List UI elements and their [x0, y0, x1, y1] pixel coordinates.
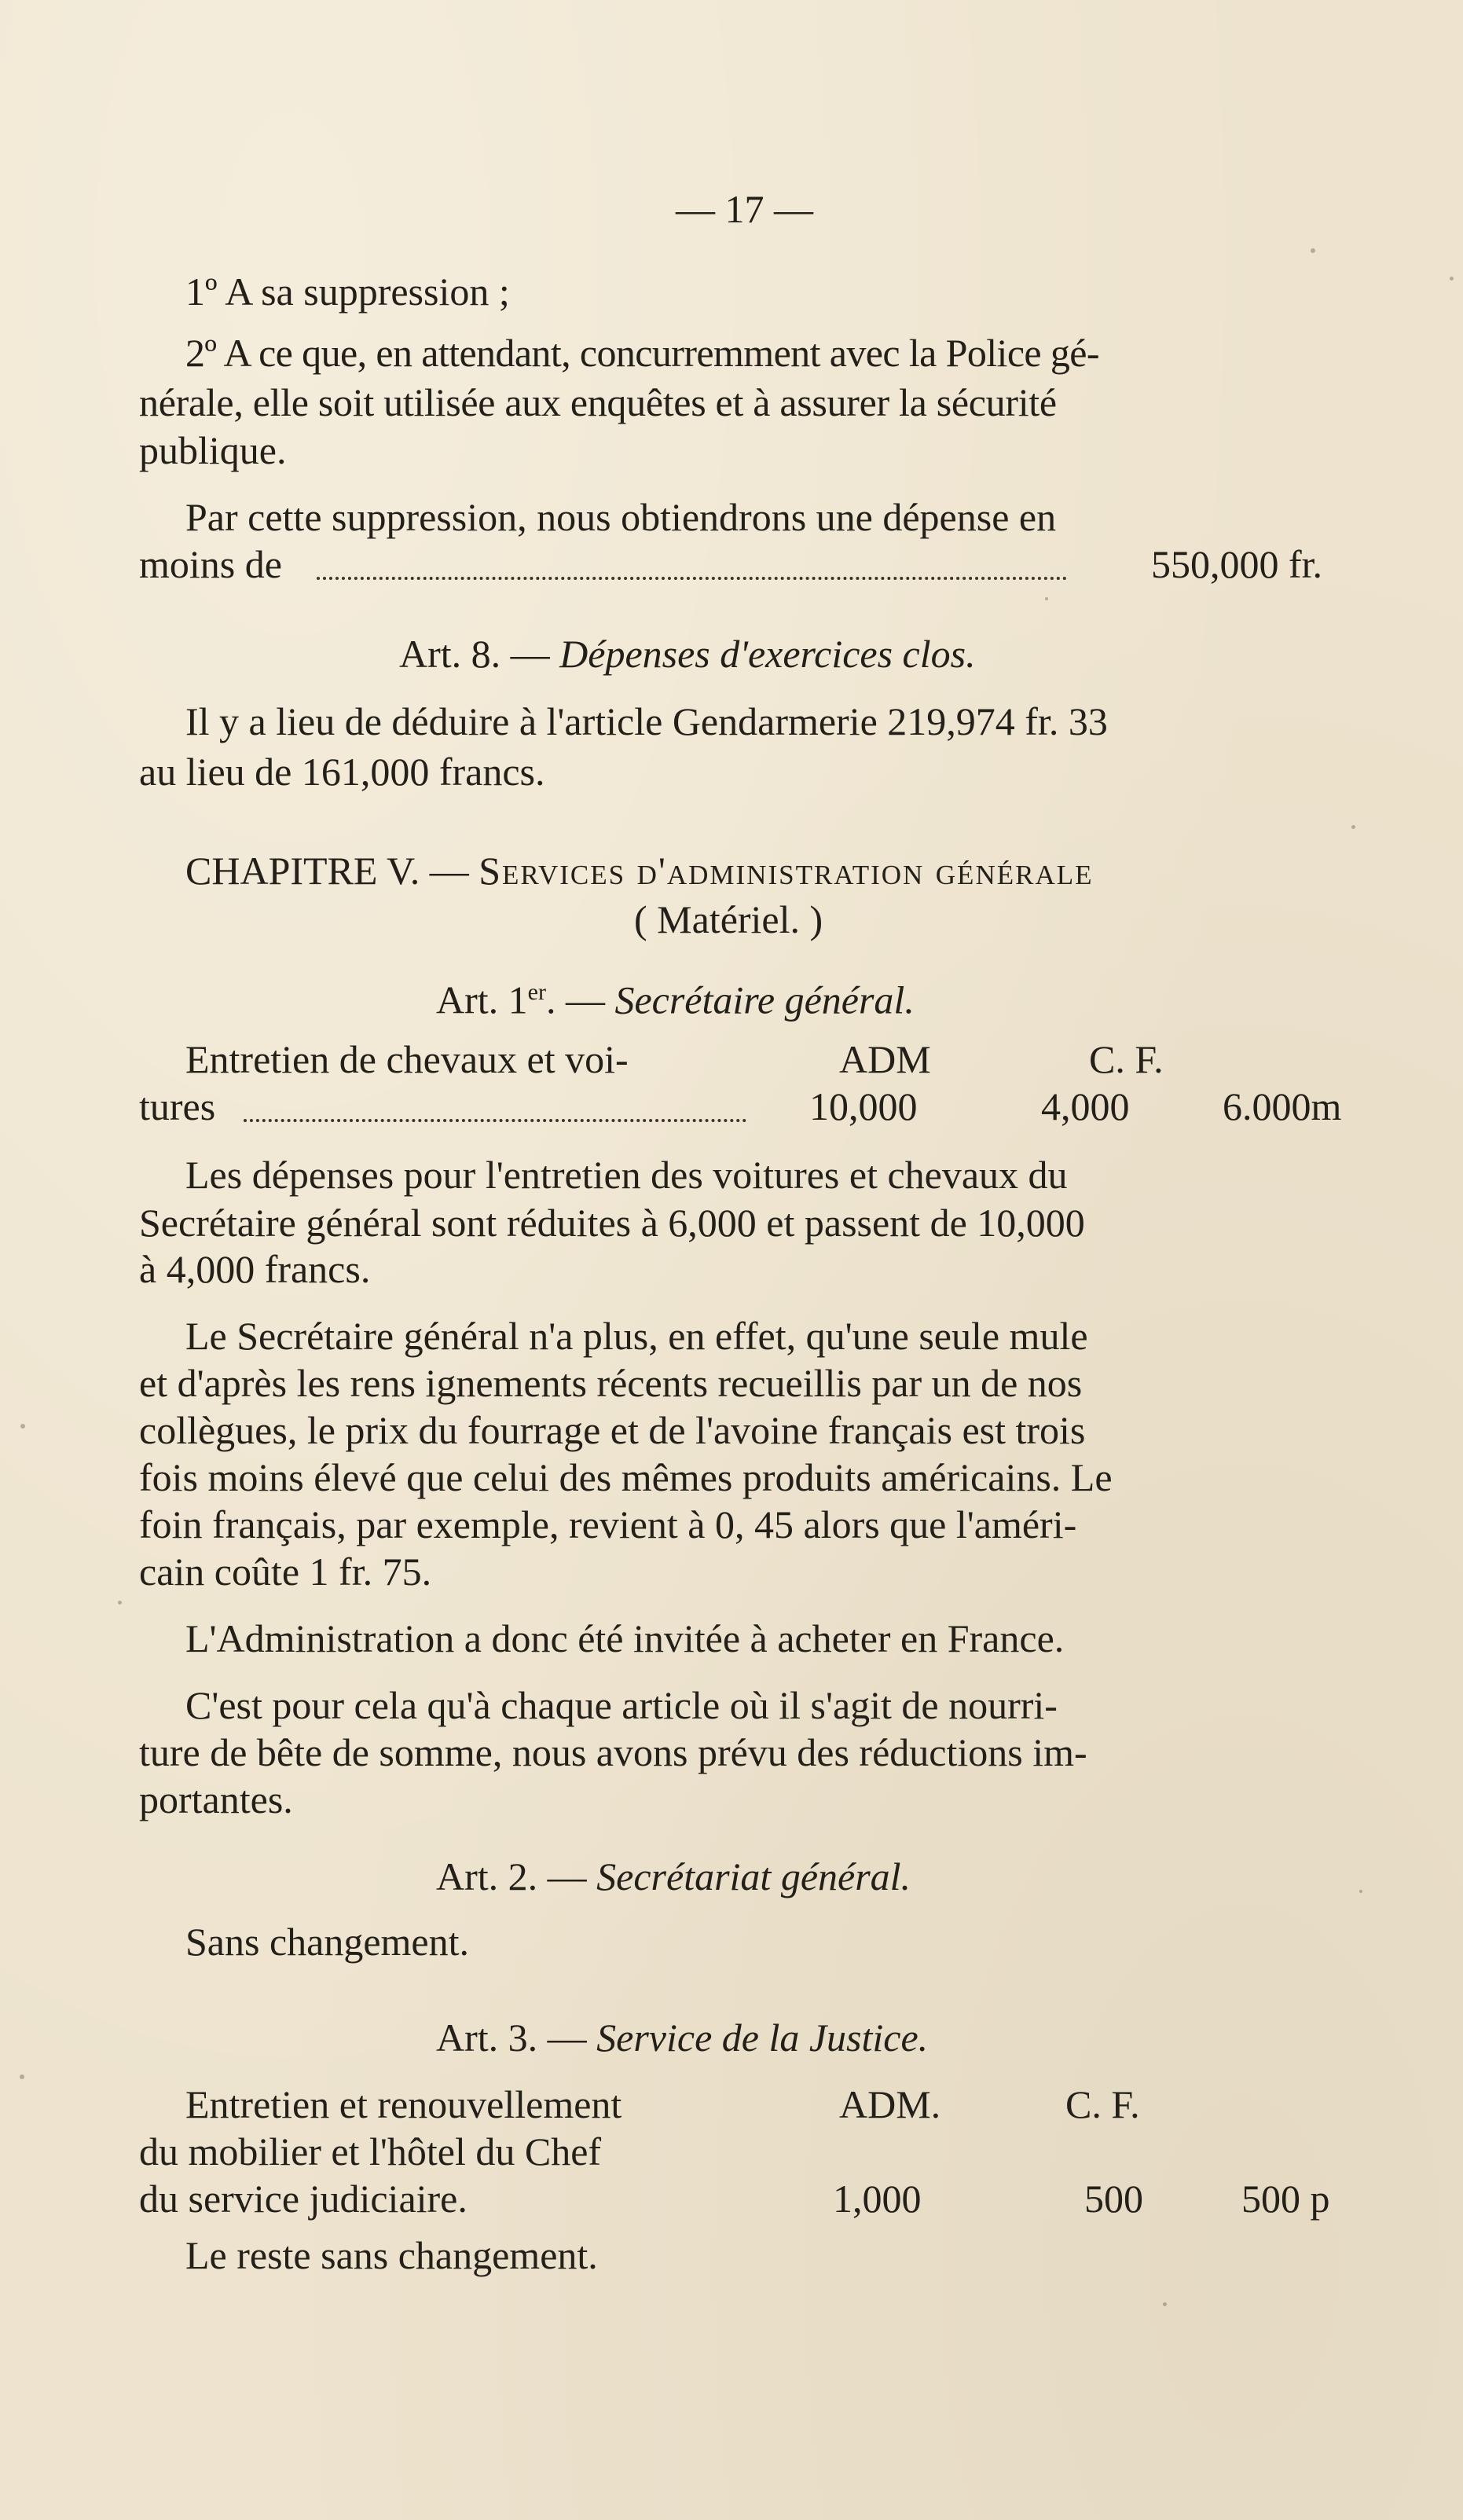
art3-val-diff: 500 p [1241, 2177, 1330, 2221]
paper-speck [1311, 248, 1315, 253]
art1-para1-line-1: Les dépenses pour l'entretien des voitures et chevaux du [185, 1153, 1068, 1197]
suppression-line-2: moins de [139, 542, 282, 586]
art1-val-adm: 10,000 [809, 1084, 918, 1128]
art1-para3: L'Administration a donc été invitée à acheter en France. [185, 1616, 1065, 1660]
art1-title: Secrétaire général. [614, 978, 915, 1022]
art1-val-diff: 6.000m [1223, 1084, 1342, 1128]
list-item-2-line-1: 2º A ce que, en attendant, concurremment avec la Police gé- [185, 331, 1099, 375]
list-item-1: 1º A sa suppression ; [185, 270, 510, 314]
art1-para2-line-4: fois moins élevé que celui des mêmes produits américains. Le [139, 1455, 1113, 1499]
art1-val-cf: 4,000 [1041, 1084, 1130, 1128]
art1-para2-line-6: cain coûte 1 fr. 75. [139, 1550, 432, 1594]
chapter-prefix: CHAPITRE V. — [185, 849, 479, 893]
paper-speck [1045, 597, 1048, 600]
suppression-amount: 550,000 fr. [1151, 542, 1323, 586]
paper-speck [1163, 2302, 1167, 2306]
art3-col-cf: C. F. [1065, 2082, 1140, 2126]
art1-para4-line-2: ture de bête de somme, nous avons prévu des réductions im- [139, 1730, 1087, 1774]
art3-title: Service de la Justice. [596, 2016, 929, 2060]
chapter-heading [185, 847, 1093, 894]
art3-col-adm: ADM. [839, 2082, 941, 2126]
art3-val-adm: 1,000 [833, 2177, 922, 2221]
art1-para2-line-3: collègues, le prix du fourrage et de l'avoine français est trois [139, 1408, 1086, 1452]
paper-speck [1351, 825, 1355, 829]
art8-text-line-2: au lieu de 161,000 francs. [139, 750, 545, 794]
art1-para2-line-2: et d'après les rens ignements récents recueillis par un de nos [139, 1361, 1083, 1405]
art8-heading [399, 630, 976, 677]
art8-text-line-1: Il y a lieu de déduire à l'article Gendarmerie 219,974 fr. 33 [185, 699, 1108, 743]
art1-row-line-2: tures [139, 1084, 216, 1128]
chapter-subtitle: ( Matériel. ) [634, 897, 823, 941]
art2-prefix: Art. 2. — [436, 1854, 597, 1898]
paper-speck [1359, 1890, 1362, 1893]
art1-col-cf: C. F. [1089, 1037, 1164, 1081]
art1-para4-line-1: C'est pour cela qu'à chaque article où il s'agit de nourri- [185, 1683, 1058, 1727]
paper-speck [118, 1601, 122, 1605]
art3-row-line-3: du service judiciaire. [139, 2177, 468, 2221]
art1-row-line-1: Entretien de chevaux et voi- [185, 1037, 629, 1081]
leader-dots [317, 577, 1067, 580]
suppression-line-1: Par cette suppression, nous obtiendrons une dépense en [185, 495, 1057, 539]
paper-speck [20, 2074, 24, 2079]
art3-rest: Le reste sans changement. [185, 2233, 598, 2277]
chapter-title: Services d'administration générale [478, 849, 1094, 893]
art3-prefix: Art. 3. — [436, 2016, 597, 2060]
art3-row-line-2: du mobilier et l'hôtel du Chef [139, 2129, 602, 2173]
art1-para4-line-3: portantes. [139, 1777, 293, 1821]
art3-val-cf: 500 [1084, 2177, 1143, 2221]
art1-col-adm: ADM [839, 1037, 931, 1081]
art1-mid: . — [545, 978, 615, 1022]
list-item-2-line-2: nérale, elle soit utilisée aux enquêtes et à assurer la sécurité [139, 380, 1057, 424]
page-number: — 17 — [676, 187, 813, 231]
art2-title: Secrétariat général. [596, 1854, 911, 1898]
art8-title: Dépenses d'exercices clos. [559, 632, 976, 676]
art3-row-line-1: Entretien et renouvellement [185, 2082, 622, 2126]
art1-heading [436, 969, 915, 1024]
art1-para2-line-5: foin français, par exemple, revient à 0, 45 alors que l'améri- [139, 1502, 1077, 1546]
art1-leader-dots [244, 1119, 746, 1122]
art1-prefix: Art. 1 [436, 978, 528, 1022]
paper-speck [1450, 277, 1454, 281]
list-item-2-line-3: publique. [139, 428, 287, 472]
art2-text: Sans changement. [185, 1920, 470, 1964]
paper-speck [20, 1424, 25, 1429]
art1-para1-line-3: à 4,000 francs. [139, 1247, 371, 1291]
art1-para1-line-2: Secrétaire général sont réduites à 6,000 et passent de 10,000 [139, 1201, 1085, 1245]
art1-sup: er [527, 979, 546, 1005]
art8-prefix: Art. 8. — [399, 632, 560, 676]
art3-heading [436, 2014, 928, 2061]
art1-para2-line-1: Le Secrétaire général n'a plus, en effet, qu'une seule mule [185, 1314, 1088, 1358]
art2-heading [436, 1853, 911, 1900]
